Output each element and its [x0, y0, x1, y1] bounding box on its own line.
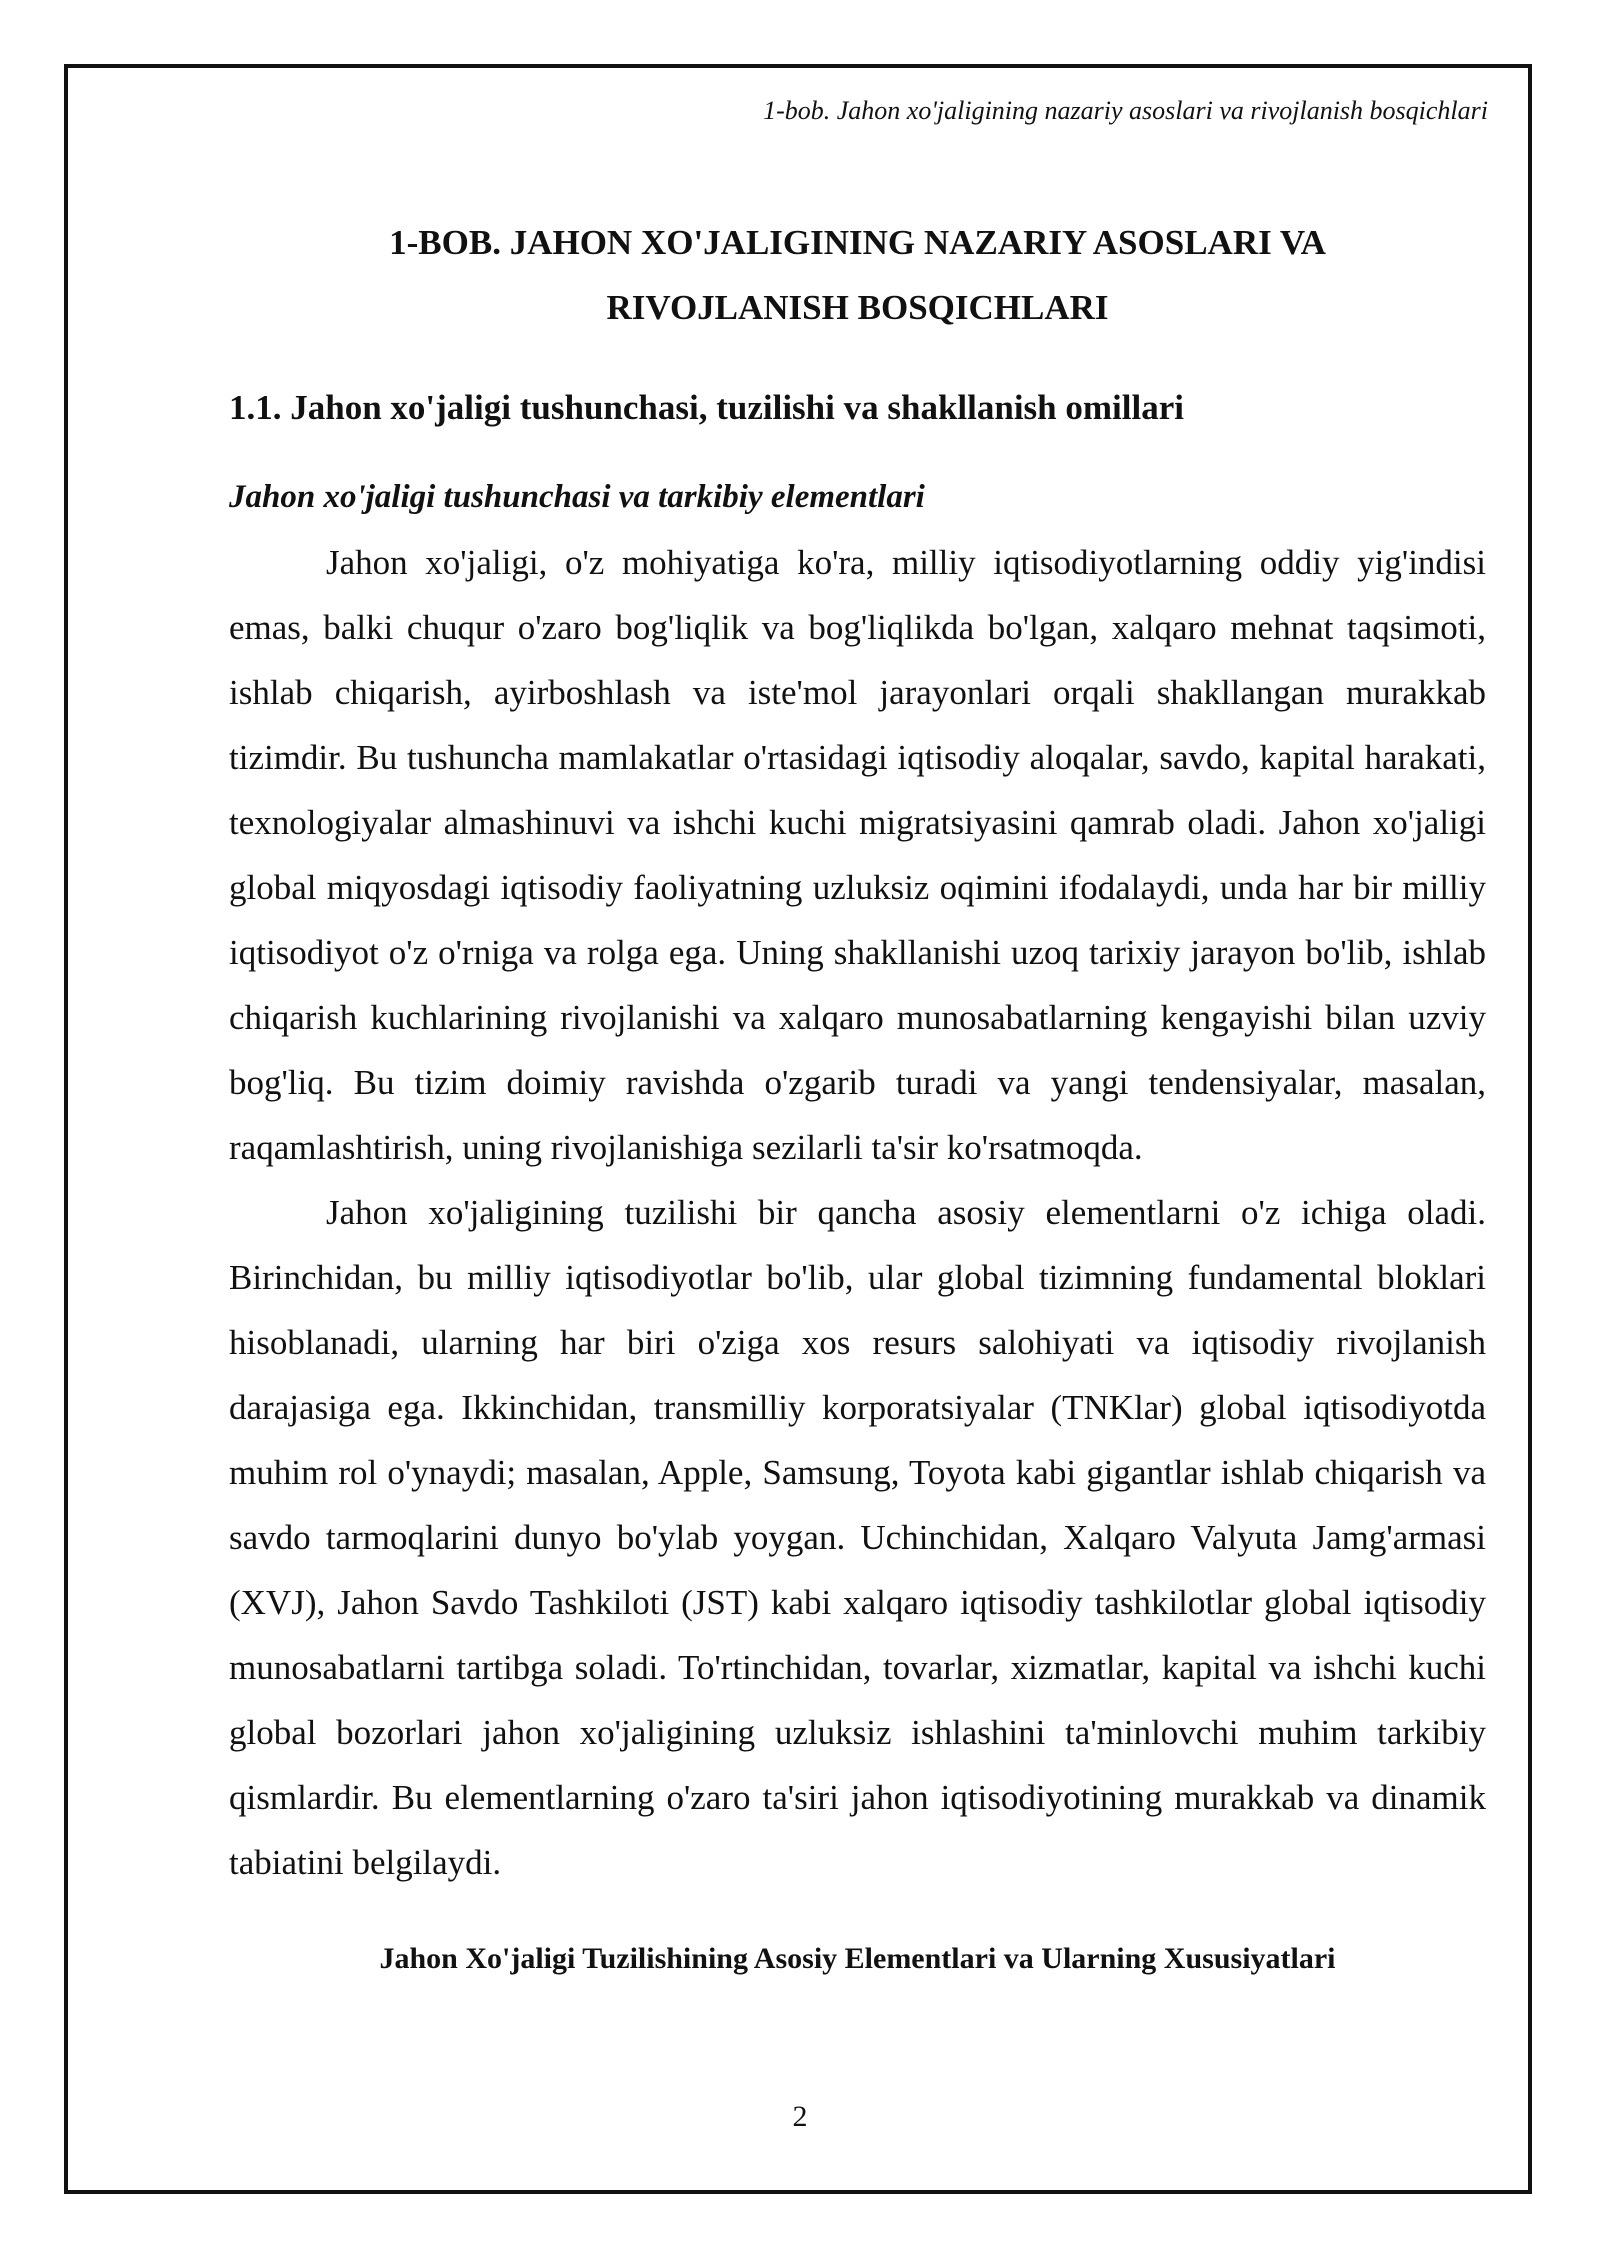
body-paragraph-2: Jahon xo'jaligining tuzilishi bir qancha asosiy elementlarni o'z ichiga oladi. Birinchidan, bu milliy iqtisodiyotlar bo'lib, ular global tizimning fundamental bloklari hisoblanadi, ularning har biri o'ziga xos resurs salohiyati va iqtisodiy rivojlanish darajasiga ega. Ikkinchidan, transmilliy korporatsiyalar (TNKlar) global iqtisodiyotda muhim rol o'ynaydi; masalan, Apple, Samsung, Toyota kabi gigantlar ishlab chiqarish va savdo tarmoqlarini dunyo bo'ylab yoygan. Uchinchidan, Xalqaro Valyuta Jamg'armasi (XVJ), Jahon Savdo Tashkiloti (JST) kabi xalqaro iqtisodiy tashkilotlar global iqtisodiy munosabatlarni tartibga soladi. To'rtinchidan, tovarlar, xizmatlar, kapital va ishchi kuchi global bozorlari jahon xo'jaligining uzluksiz ishlashini ta'minlovchi muhim tarkibiy qismlardir. Bu elementlarning o'zaro ta'siri jahon iqtisodiyotining murakkab va dinamik tabiatini belgilaydi. [229, 1193, 1486, 1882]
chapter-title [229, 210, 1486, 340]
page-content [229, 210, 1486, 1981]
chapter-title-line-1: 1-BOB. JAHON XO'JALIGINING NAZARIY ASOSLARI VA [389, 223, 1326, 262]
figure-caption: Jahon Xo'jaligi Tuzilishining Asosiy Elementlari va Ularning Xususiyatlari [379, 1942, 1336, 1975]
subsection-title: Jahon xo'jaligi tushunchasi va tarkibiy elementlari [229, 479, 925, 515]
running-header: 1-bob. Jahon xo'jaligining nazariy asoslari va rivojlanish bosqichlari [763, 96, 1488, 125]
page-number: 2 [792, 2100, 808, 2133]
chapter-title-line-2: RIVOJLANISH BOSQICHLARI [606, 288, 1109, 327]
body-paragraph-1: Jahon xo'jaligi, o'z mohiyatiga ko'ra, milliy iqtisodiyotlarning oddiy yig'indisi emas, balki chuqur o'zaro bog'liqlik va bog'liqlikda bo'lgan, xalqaro mehnat taqsimoti, ishlab chiqarish, ayirboshlash va iste'mol jarayonlari orqali shakllangan murakkab tizimdir. Bu tushuncha mamlakatlar o'rtasidagi iqtisodiy aloqalar, savdo, kapital harakati, texnologiyalar almashinuvi va ishchi kuchi migratsiyasini qamrab oladi. Jahon xo'jaligi global miqyosdagi iqtisodiy faoliyatning uzluksiz oqimini ifodalaydi, unda har bir milliy iqtisodiyot o'z o'rniga va rolga ega. Uning shakllanishi uzoq tarixiy jarayon bo'lib, ishlab chiqarish kuchlarining rivojlanishi va xalqaro munosabatlarning kengayishi bilan uzviy bog'liq. Bu tizim doimiy ravishda o'zgarib turadi va yangi tendensiyalar, masalan, raqamlashtirish, uning rivojlanishiga sezilarli ta'sir ko'rsatmoqda. [229, 543, 1486, 1167]
section-title: 1.1. Jahon xo'jaligi tushunchasi, tuzilishi va shakllanish omillari [229, 388, 1184, 427]
